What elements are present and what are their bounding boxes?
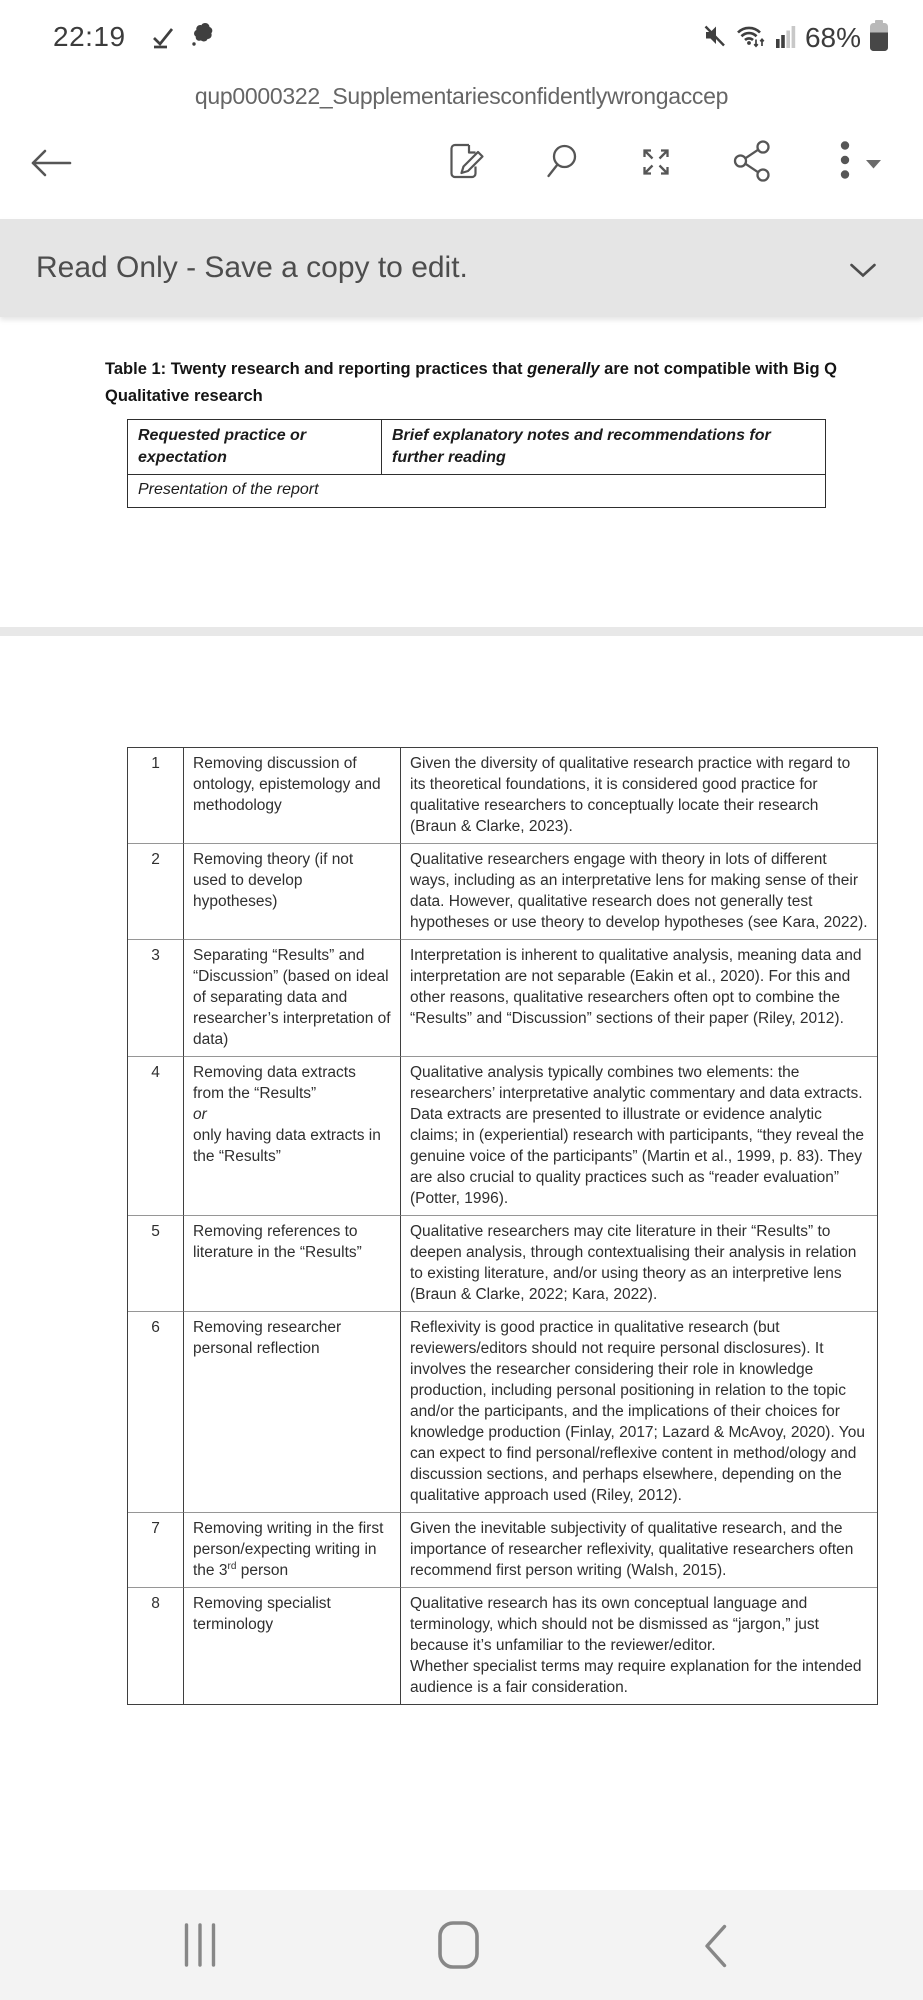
battery-icon	[869, 20, 889, 56]
home-button[interactable]	[437, 1920, 481, 1975]
table-row	[128, 1216, 877, 1312]
notes-cell: Qualitative research has its own conceptual language and terminology, which should not be dismissed as “jargon,” just because it’s unfamiliar to the reviewer/editor. Whether specialist terms may require explanation for the intended audience is a fair consideration.	[410, 1595, 862, 1696]
practice-cell: Removing specialist terminology	[184, 1588, 401, 1704]
page-break-gap	[0, 627, 923, 636]
practice-cell: Removing writing in the first person/expecting writing in the 3rd person	[184, 1513, 401, 1588]
notes-cell: Given the diversity of qualitative research practice with regard to its theoretical foundations, it is considered good practice for qualitative researchers to conceptually locate their research (Braun & Clarke, 2023).	[401, 748, 877, 844]
battery-percent: 68%	[804, 22, 861, 53]
row-number: 1	[128, 748, 184, 844]
header-practice: Requested practice or expectation	[128, 420, 382, 475]
notes-cell: Given the inevitable subjectivity of qualitative research, and the importance of researcher reflexivity, qualitative researchers often recommend first person writing (Walsh, 2015).	[401, 1513, 877, 1588]
practice-cell: Separating “Results” and “Discussion” (based on ideal of separating data and researcher’s interpretation of data)	[184, 940, 401, 1057]
table-header-row	[128, 420, 825, 475]
practices-table-body	[128, 748, 877, 1704]
practice-cell: Removing theory (if not used to develop hypotheses)	[184, 844, 401, 940]
caption-emphasis: generally	[527, 360, 600, 378]
practice-cell: Removing references to literature in the “Results”	[184, 1216, 401, 1312]
table-row	[128, 940, 877, 1057]
banner-chevron-down-icon[interactable]	[849, 263, 877, 283]
table-row	[128, 748, 877, 844]
edit-button[interactable]	[441, 138, 487, 189]
section-label: Presentation of the report	[138, 481, 319, 498]
notes-cell: Qualitative analysis typically combines two elements: the researchers’ interpretative analytic commentary and data extracts. Data extracts are presented to illustrate or evidence analytic claims; in (experiential) research with participants, “they reveal the genuine voice of the participants” (Martin et al., 1999, p. 83). They are also crucial to quality practices such as “reader evaluation” (Potter, 1996).	[401, 1057, 877, 1216]
mute-icon	[702, 22, 728, 54]
row-number: 2	[128, 844, 184, 940]
share-button[interactable]	[731, 138, 773, 189]
document-title: qup0000322_Supplementariesconfidentlywrongaccep	[194, 83, 729, 109]
practice-cell: Removing researcher personal reflection	[184, 1312, 401, 1513]
practices-table	[127, 747, 878, 1705]
table1-header-block	[127, 419, 826, 508]
recents-button[interactable]	[183, 1922, 217, 1973]
row-number: 5	[128, 1216, 184, 1312]
read-only-banner[interactable]	[0, 219, 923, 317]
status-bar	[0, 0, 923, 80]
clock: 22:19	[53, 21, 126, 52]
table-row	[128, 1588, 877, 1704]
notes-cell: Interpretation is inherent to qualitative analysis, meaning data and interpretation are not separable (Eakin et al., 2020). For this and other reasons, qualitative researchers often opt to combine the “Results” and “Discussion” sections of their paper (Riley, 2012).	[401, 940, 877, 1057]
row-number: 8	[128, 1588, 184, 1704]
wifi-icon	[736, 22, 767, 54]
read-only-text: Read Only - Save a copy to edit.	[36, 251, 468, 284]
section-row	[128, 475, 825, 507]
table-row	[128, 1057, 877, 1216]
signal-icon	[775, 22, 797, 54]
nav-back-button[interactable]	[702, 1923, 728, 1974]
notes-cell: Reflexivity is good practice in qualitative research (but reviewers/editors should not require personal disclosures). It involves the researcher considering their role in knowledge production, including personal positioning in relation to the topic and/or the participants, and the implications of their choices for knowledge production (Finlay, 2017; Lazard & McAvoy, 2020). You can expect to find personal/reflexive content in method/ology and discussion sections, and perhaps elsewhere, depending on the qualitative approach used (Riley, 2012).	[401, 1312, 877, 1513]
search-button[interactable]	[539, 139, 583, 188]
more-options-caret-icon[interactable]	[866, 156, 881, 174]
toolbar	[0, 120, 923, 210]
row-number: 4	[128, 1057, 184, 1216]
notes-cell: Qualitative researchers engage with theory in lots of different ways, including as an interpretative lens for making sense of their data. However, qualitative research does not generally test hypotheses or use theory to develop hypotheses (see Kara, 2022).	[401, 844, 877, 940]
table-row	[128, 844, 877, 940]
app-notification-icon	[188, 20, 218, 55]
check-underline-notification-icon	[150, 24, 176, 55]
more-options-button[interactable]	[840, 141, 850, 184]
header-notes: Brief explanatory notes and recommendations for further reading	[382, 420, 825, 475]
notes-cell: Qualitative researchers may cite literature in their “Results” to deepen analysis, through contextualising their analysis in relation to existing literature, and/or using theory as an interpretive lens (Braun & Clarke, 2022; Kara, 2022).	[401, 1216, 877, 1312]
practice-cell: Removing discussion of ontology, epistemology and methodology	[184, 748, 401, 844]
back-button[interactable]	[26, 146, 72, 185]
status-right-cluster	[702, 20, 889, 56]
fullscreen-button[interactable]	[636, 142, 676, 187]
android-nav-bar	[0, 1890, 923, 2000]
practice-cell: Removing data extracts from the “Results” or only having data extracts in the “Results”	[184, 1057, 401, 1216]
table-row	[128, 1513, 877, 1588]
row-number: 7	[128, 1513, 184, 1588]
table-row	[128, 1312, 877, 1513]
table-caption: Table 1: Twenty research and reporting practices that generally are not compatible with Big Q Qualitative research	[105, 360, 837, 405]
row-number: 6	[128, 1312, 184, 1513]
row-number: 3	[128, 940, 184, 1057]
